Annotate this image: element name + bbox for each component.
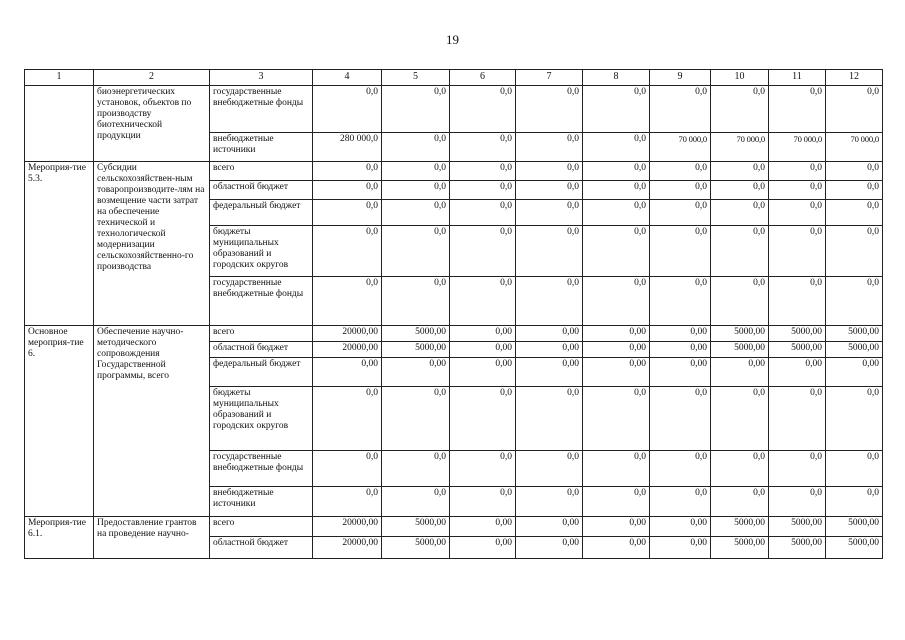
amount-cell: 0,00 [583,358,650,387]
column-header: 9 [650,70,711,86]
page-number: 19 [446,32,459,47]
amount-cell: 0,00 [516,326,583,342]
amount-cell: 0,00 [516,358,583,387]
amount-cell: 0,00 [650,342,711,358]
amount-cell: 0,0 [711,277,769,326]
funding-source-cell: государственные внебюджетные фонды [210,277,313,326]
amount-cell: 5000,00 [769,326,826,342]
amount-cell: 5000,00 [382,517,450,537]
column-header: 7 [516,70,583,86]
column-header: 2 [94,70,210,86]
amount-cell: 0,0 [450,277,516,326]
funding-source-cell: всего [210,162,313,181]
amount-cell: 0,00 [650,537,711,559]
amount-cell: 0,0 [826,387,883,451]
measure-code-cell: Мероприя-тие 5.3. [25,162,94,326]
amount-cell: 0,0 [650,487,711,517]
amount-cell: 0,0 [583,133,650,162]
amount-cell: 0,0 [711,487,769,517]
amount-cell: 0,0 [650,200,711,226]
amount-cell: 0,00 [516,537,583,559]
amount-cell: 5000,00 [382,537,450,559]
amount-total-cell: 0,0 [313,162,382,181]
amount-total-cell: 20000,00 [313,537,382,559]
amount-cell: 0,0 [826,487,883,517]
funding-source-cell: областной бюджет [210,342,313,358]
amount-cell: 5000,00 [826,326,883,342]
amount-cell: 0,0 [516,387,583,451]
amount-cell: 0,0 [826,451,883,487]
table-row [25,517,883,537]
amount-cell: 0,0 [650,387,711,451]
amount-cell: 0,0 [711,162,769,181]
amount-cell: 0,00 [583,537,650,559]
amount-cell: 0,0 [516,277,583,326]
funding-source-cell: внебюджетные источники [210,133,313,162]
amount-total-cell: 20000,00 [313,342,382,358]
amount-cell: 5000,00 [711,326,769,342]
amount-cell: 0,0 [516,451,583,487]
column-header: 1 [25,70,94,86]
amount-total-cell: 0,0 [313,487,382,517]
amount-total-cell: 20000,00 [313,326,382,342]
amount-cell: 0,0 [516,181,583,200]
amount-cell: 0,0 [650,181,711,200]
amount-cell: 0,00 [583,342,650,358]
amount-cell: 70 000,0 [769,133,826,162]
amount-cell: 0,0 [711,451,769,487]
amount-total-cell: 0,00 [313,358,382,387]
amount-cell: 0,0 [583,226,650,277]
amount-cell: 0,0 [650,162,711,181]
amount-cell: 0,0 [516,226,583,277]
amount-cell: 0,0 [583,277,650,326]
amount-cell: 0,0 [583,162,650,181]
amount-cell: 0,0 [711,86,769,133]
measure-code-cell [25,86,94,162]
measure-code-cell: Основное мероприя-тие 6. [25,326,94,517]
amount-cell: 0,0 [769,277,826,326]
amount-cell: 0,0 [450,487,516,517]
amount-total-cell: 20000,00 [313,517,382,537]
amount-total-cell: 0,0 [313,226,382,277]
amount-cell: 70 000,0 [711,133,769,162]
amount-cell: 0,0 [382,387,450,451]
amount-cell: 0,00 [450,537,516,559]
amount-cell: 0,0 [382,487,450,517]
amount-cell: 0,00 [382,358,450,387]
funding-source-cell: областной бюджет [210,537,313,559]
amount-cell: 0,0 [826,277,883,326]
funding-source-cell: федеральный бюджет [210,200,313,226]
amount-cell: 0,0 [450,133,516,162]
column-header: 8 [583,70,650,86]
amount-cell: 0,0 [711,181,769,200]
amount-cell: 0,0 [516,487,583,517]
measure-name-cell: Обеспечение научно-методического сопровождения Государственной программы, всего [94,326,210,517]
table-row [25,162,883,181]
amount-cell: 5000,00 [711,537,769,559]
amount-cell: 0,0 [382,451,450,487]
amount-cell: 0,0 [583,200,650,226]
amount-cell: 0,0 [382,200,450,226]
amount-cell: 5000,00 [711,517,769,537]
amount-cell: 0,0 [650,277,711,326]
amount-cell: 0,00 [769,358,826,387]
amount-cell: 0,0 [769,200,826,226]
table-row [25,86,883,133]
funding-source-cell: областной бюджет [210,181,313,200]
amount-cell: 0,00 [650,517,711,537]
amount-cell: 0,0 [769,86,826,133]
amount-cell: 0,0 [583,387,650,451]
amount-cell: 0,00 [516,517,583,537]
amount-cell: 5000,00 [382,342,450,358]
amount-cell: 0,00 [711,358,769,387]
amount-cell: 0,00 [450,517,516,537]
amount-cell: 70 000,0 [826,133,883,162]
amount-cell: 0,0 [711,200,769,226]
amount-cell: 0,0 [516,133,583,162]
amount-cell: 0,00 [450,326,516,342]
amount-cell: 0,0 [769,487,826,517]
measure-code-cell: Мероприя-тие 6.1. [25,517,94,559]
column-header: 12 [826,70,883,86]
amount-total-cell: 0,0 [313,200,382,226]
amount-cell: 0,00 [650,326,711,342]
amount-cell: 0,0 [382,277,450,326]
amount-cell: 0,0 [826,200,883,226]
amount-cell: 0,0 [583,181,650,200]
column-header: 11 [769,70,826,86]
amount-cell: 0,0 [711,387,769,451]
amount-total-cell: 0,0 [313,86,382,133]
amount-cell: 5000,00 [826,537,883,559]
column-header: 3 [210,70,313,86]
amount-cell: 0,0 [583,451,650,487]
amount-cell: 0,00 [516,342,583,358]
amount-cell: 0,0 [769,387,826,451]
column-header: 10 [711,70,769,86]
amount-cell: 0,0 [382,86,450,133]
amount-cell: 0,0 [826,181,883,200]
amount-cell: 5000,00 [826,342,883,358]
amount-total-cell: 0,0 [313,387,382,451]
budget-table [24,69,883,559]
funding-source-cell: всего [210,326,313,342]
amount-cell: 70 000,0 [650,133,711,162]
amount-cell: 5000,00 [826,517,883,537]
amount-cell: 0,0 [769,226,826,277]
column-number-row [25,70,883,86]
amount-cell: 0,0 [826,226,883,277]
amount-cell: 0,0 [650,451,711,487]
amount-cell: 5000,00 [769,342,826,358]
amount-total-cell: 0,0 [313,277,382,326]
amount-cell: 0,0 [450,162,516,181]
table-row [25,326,883,342]
amount-cell: 0,0 [450,451,516,487]
amount-cell: 0,0 [826,86,883,133]
amount-cell: 0,00 [583,517,650,537]
amount-cell: 0,0 [450,226,516,277]
amount-cell: 0,00 [650,358,711,387]
funding-source-cell: всего [210,517,313,537]
amount-cell: 0,00 [450,358,516,387]
funding-source-cell: федеральный бюджет [210,358,313,387]
amount-cell: 0,0 [382,133,450,162]
amount-cell: 0,0 [450,86,516,133]
funding-source-cell: бюджеты муниципальных образований и городских округов [210,226,313,277]
column-header: 5 [382,70,450,86]
measure-name-cell: биоэнергетических установок, объектов по производству биотехнической продукции [94,86,210,162]
amount-cell: 0,0 [769,451,826,487]
funding-source-cell: бюджеты муниципальных образований и городских округов [210,387,313,451]
amount-total-cell: 0,0 [313,451,382,487]
funding-source-cell: государственные внебюджетные фонды [210,451,313,487]
amount-cell: 0,0 [583,86,650,133]
amount-cell: 0,0 [583,487,650,517]
amount-cell: 0,0 [450,181,516,200]
amount-total-cell: 0,0 [313,181,382,200]
amount-cell: 0,0 [516,200,583,226]
funding-source-cell: внебюджетные источники [210,487,313,517]
amount-cell: 5000,00 [769,517,826,537]
measure-name-cell: Предоставление грантов на проведение научно- [94,517,210,559]
amount-cell: 5000,00 [769,537,826,559]
column-header: 4 [313,70,382,86]
amount-cell: 5000,00 [382,326,450,342]
amount-total-cell: 280 000,0 [313,133,382,162]
amount-cell: 0,00 [826,358,883,387]
amount-cell: 0,0 [826,162,883,181]
amount-cell: 0,0 [769,181,826,200]
amount-cell: 0,0 [450,387,516,451]
amount-cell: 5000,00 [711,342,769,358]
amount-cell: 0,0 [650,226,711,277]
amount-cell: 0,0 [769,162,826,181]
amount-cell: 0,0 [382,162,450,181]
amount-cell: 0,00 [583,326,650,342]
funding-source-cell: государственные внебюджетные фонды [210,86,313,133]
amount-cell: 0,0 [711,226,769,277]
amount-cell: 0,0 [450,200,516,226]
amount-cell: 0,0 [516,86,583,133]
amount-cell: 0,0 [516,162,583,181]
amount-cell: 0,0 [382,226,450,277]
amount-cell: 0,00 [450,342,516,358]
measure-name-cell: Субсидии сельскохозяйствен-ным товаропроизводите-лям на возмещение части затрат на обеспечение технической и технологической модернизации сельскохозяйственно-го производства [94,162,210,326]
amount-cell: 0,0 [650,86,711,133]
column-header: 6 [450,70,516,86]
amount-cell: 0,0 [382,181,450,200]
